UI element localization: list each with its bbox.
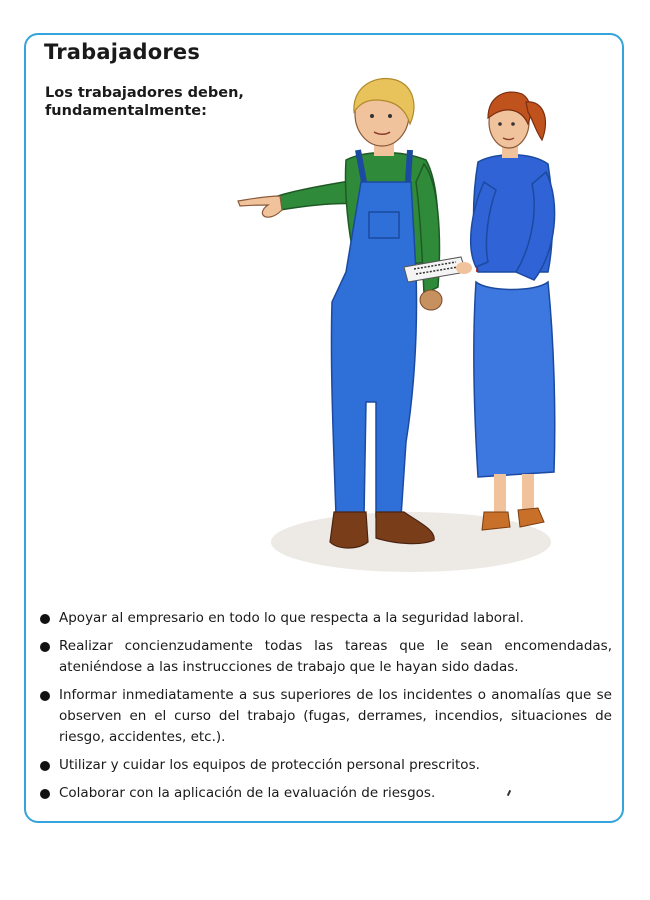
bullet-icon [40, 761, 50, 771]
bullet-icon [40, 614, 50, 624]
list-item: Utilizar y cuidar los equipos de protección personal prescritos. [40, 755, 612, 776]
bullet-icon [40, 789, 50, 799]
list-item: Apoyar al empresario en todo lo que respecta a la seguridad laboral. [40, 608, 612, 629]
list-item: Colaborar con la aplicación de la evaluación de riesgos. [40, 783, 612, 804]
page-subtitle: Los trabajadores deben, fundamentalmente: [45, 85, 244, 119]
woman-figure [404, 92, 555, 530]
list-item: Informar inmediatamente a sus superiores de los incidentes o anomalías que se observen en el curso del trabajo (fugas, derrames, incendios, situaciones de riesgo, accidentes, etc.). [40, 685, 612, 748]
duties-list [40, 608, 612, 811]
man-figure [238, 78, 442, 548]
bullet-icon [40, 691, 50, 701]
list-item: Realizar concienzudamente todas las tareas que le sean encomendadas, ateniéndose a las instrucciones de trabajo que le hayan sido dadas. [40, 636, 612, 678]
page-title: Trabajadores [44, 40, 201, 64]
workers-illustration-icon [226, 72, 586, 582]
bullet-icon [40, 642, 50, 652]
